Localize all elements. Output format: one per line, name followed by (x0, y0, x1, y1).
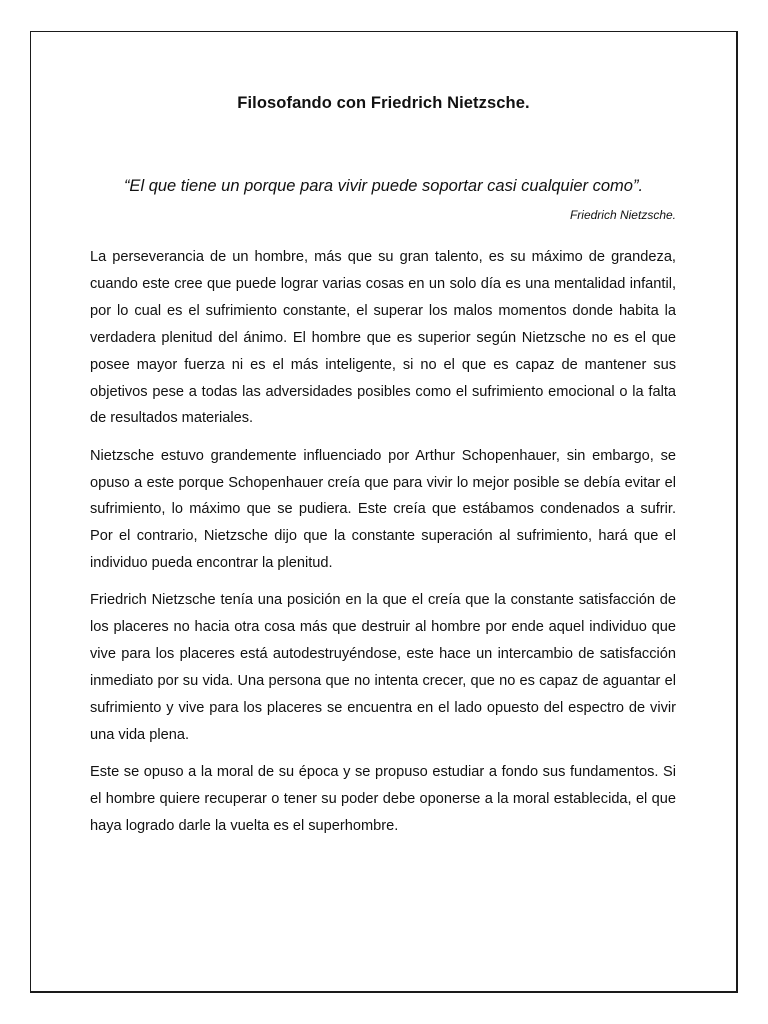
document-body (90, 244, 676, 850)
epigraph-author: Friedrich Nietzsche. (569, 208, 676, 222)
document-page (30, 31, 738, 993)
epigraph-quote: “El que tiene un porque para vivir puede soportar casi cualquier como”. (123, 177, 644, 195)
paragraph: La perseverancia de un hombre, más que su gran talento, es su máximo de grandeza, cuando este cree que puede lograr varias cosas en un solo día es una mentalidad infantil, por lo cual es el sufrimiento constante, el superar los malos momentos donde habita la verdadera plenitud del ánimo. El hombre que es superior según Nietzsche no es el que posee mayor fuerza ni es el más inteligente, si no el que es capaz de mantener sus objetivos pese a todas las adversidades posibles como el sufrimiento emocional o la falta de resultados materiales. (90, 249, 676, 427)
paragraph: Nietzsche estuvo grandemente influenciado por Arthur Schopenhauer, sin embargo, se opuso a este porque Schopenhauer creía que para vivir lo mejor posible se debía evitar el sufrimiento, lo máximo que se pudiera. Este creía que estábamos condenados a sufrir. Por el contrario, Nietzsche dijo que la constante superación al sufrimiento, hará que el individuo pueda encontrar la plenitud. (90, 447, 676, 572)
paragraph: Friedrich Nietzsche tenía una posición en la que el creía que la constante satisfacción de los placeres no hacia otra cosa más que destruir al hombre por ende aquel individuo que vive para los placeres está autodestruyéndose, este hace un intercambio de satisfacción inmediato por su vida. Una persona que no intenta crecer, que no es capaz de aguantar el sufrimiento y vive para los placeres se encuentra en el lado opuesto del espectro de vivir una vida plena. (90, 592, 676, 743)
paragraph: Este se opuso a la moral de su época y se propuso estudiar a fondo sus fundamentos. Si el hombre quiere recuperar o tener su poder debe oponerse a la moral establecida, el que haya logrado darle la vuelta es el superhombre. (90, 764, 676, 835)
document-title: Filosofando con Friedrich Nietzsche. (237, 94, 530, 112)
